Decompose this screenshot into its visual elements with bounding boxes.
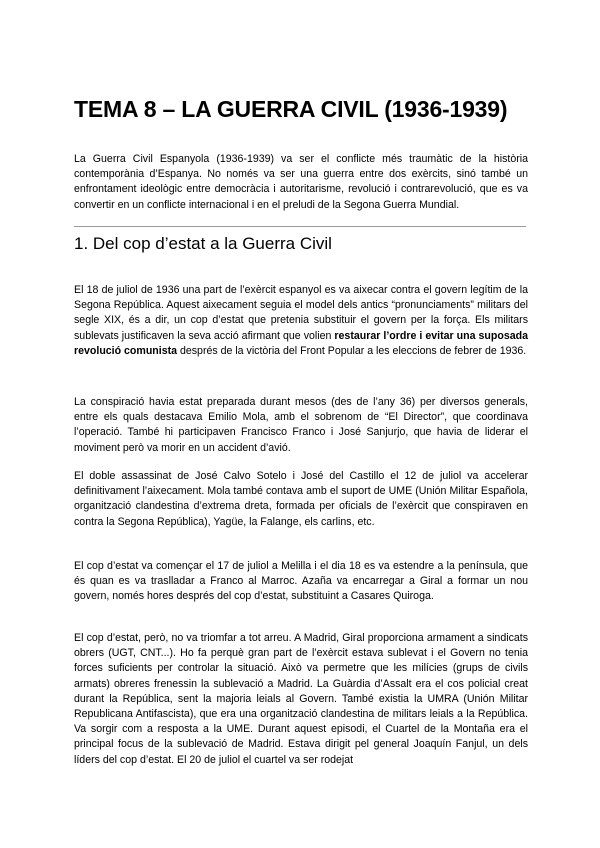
paragraph-4: El cop d’estat va començar el 17 de juliol a Melilla i el dia 18 es va estendre a la península, que és quan es va traslladar a Franco al Marroc. Azaña va encarregar a Giral a formar un nou govern, només hores després del cop d’estat, substituint a Casares Quiroga. [74, 560, 528, 603]
paragraph-5: El cop d’estat, però, no va triomfar a tot arreu. A Madrid, Giral proporciona armament a sindicats obrers (UGT, CNT...). Ho fa perquè gran part de l’exèrcit estava sublevat i el Govern no tenia forces suficients per controlar la situació. Això va permetre que les milícies (grups de civils armats) obreres frenessin la sublevació a Madrid. La Guàrdia d’Assalt era el cos policial creat durant la República, sent la majoria leials al Govern. També existia la UMRA (Unión Militar Republicana Antifascista), que era una organització clandestina de militars leials a la República. Va sorgir com a resposta a la UME. Durant aquest episodi, el Cuartel de la Montaña era el principal focus de la sublevació de Madrid. Estava dirigit pel general Joaquín Fanjul, un dels líders del cop d’estat. El 20 de juliol el cuartel va ser rodejat [74, 632, 528, 766]
intro-paragraph: La Guerra Civil Espanyola (1936-1939) va ser el conflicte més traumàtic de la història contemporània d’Espanya. No només va ser una guerra entre dos exèrcits, sinó també un enfrontament ideològic entre democràcia i autoritarisme, revolució i contrarevolució, que es va convertir en un conflicte internacional i en el preludi de la Segona Guerra Mundial. [74, 153, 528, 211]
paragraph-1-text-start: El 18 de juliol de 1936 una part de l’exèrcit espanyol es va aixecar contra el govern legítim de la Segona República. Aquest aixecament seguia el model dels antics “pronunciaments” militars del segle XIX, és a dir, un cop d’estat que pretenia substituir el govern per la força. Els militars sublevats justificaven la seva acció afirmant que volien [74, 284, 528, 342]
page-title: TEMA 8 – LA GUERRA CIVIL (1936-1939) [74, 96, 508, 122]
paragraph-1-emphasis: restaurar l’ordre i evitar una suposada revolució comunista [74, 329, 528, 357]
paragraph-2: La conspiració havia estat preparada durant mesos (des de l’any 36) per diversos generals, entre els quals destacava Emilio Mola, amb el sobrenom de “El Director”, que coordinava l’operació. També hi participaven Francisco Franco i José Sanjurjo, que havia de liderar el moviment però va morir en un accident d’avió. [74, 396, 528, 454]
paragraph-3: El doble assassinat de José Calvo Sotelo i José del Castillo el 12 de juliol va accelerar definitivament l’aixecament. Mola també contava amb el suport de UME (Unión Militar Española, organització clandestina d’extrema dreta, formada per oficials de l’exèrcit que conspiraven en contra la Segona República), Yagüe, la Falange, els carlins, etc. [74, 470, 528, 528]
section-heading: 1. Del cop d’estat a la Guerra Civil [74, 234, 332, 253]
paragraph-1-text-end: després de la victòria del Front Popular a les eleccions de febrer de 1936. [177, 344, 527, 357]
paragraph-1 [74, 283, 528, 359]
section-divider [74, 226, 526, 227]
